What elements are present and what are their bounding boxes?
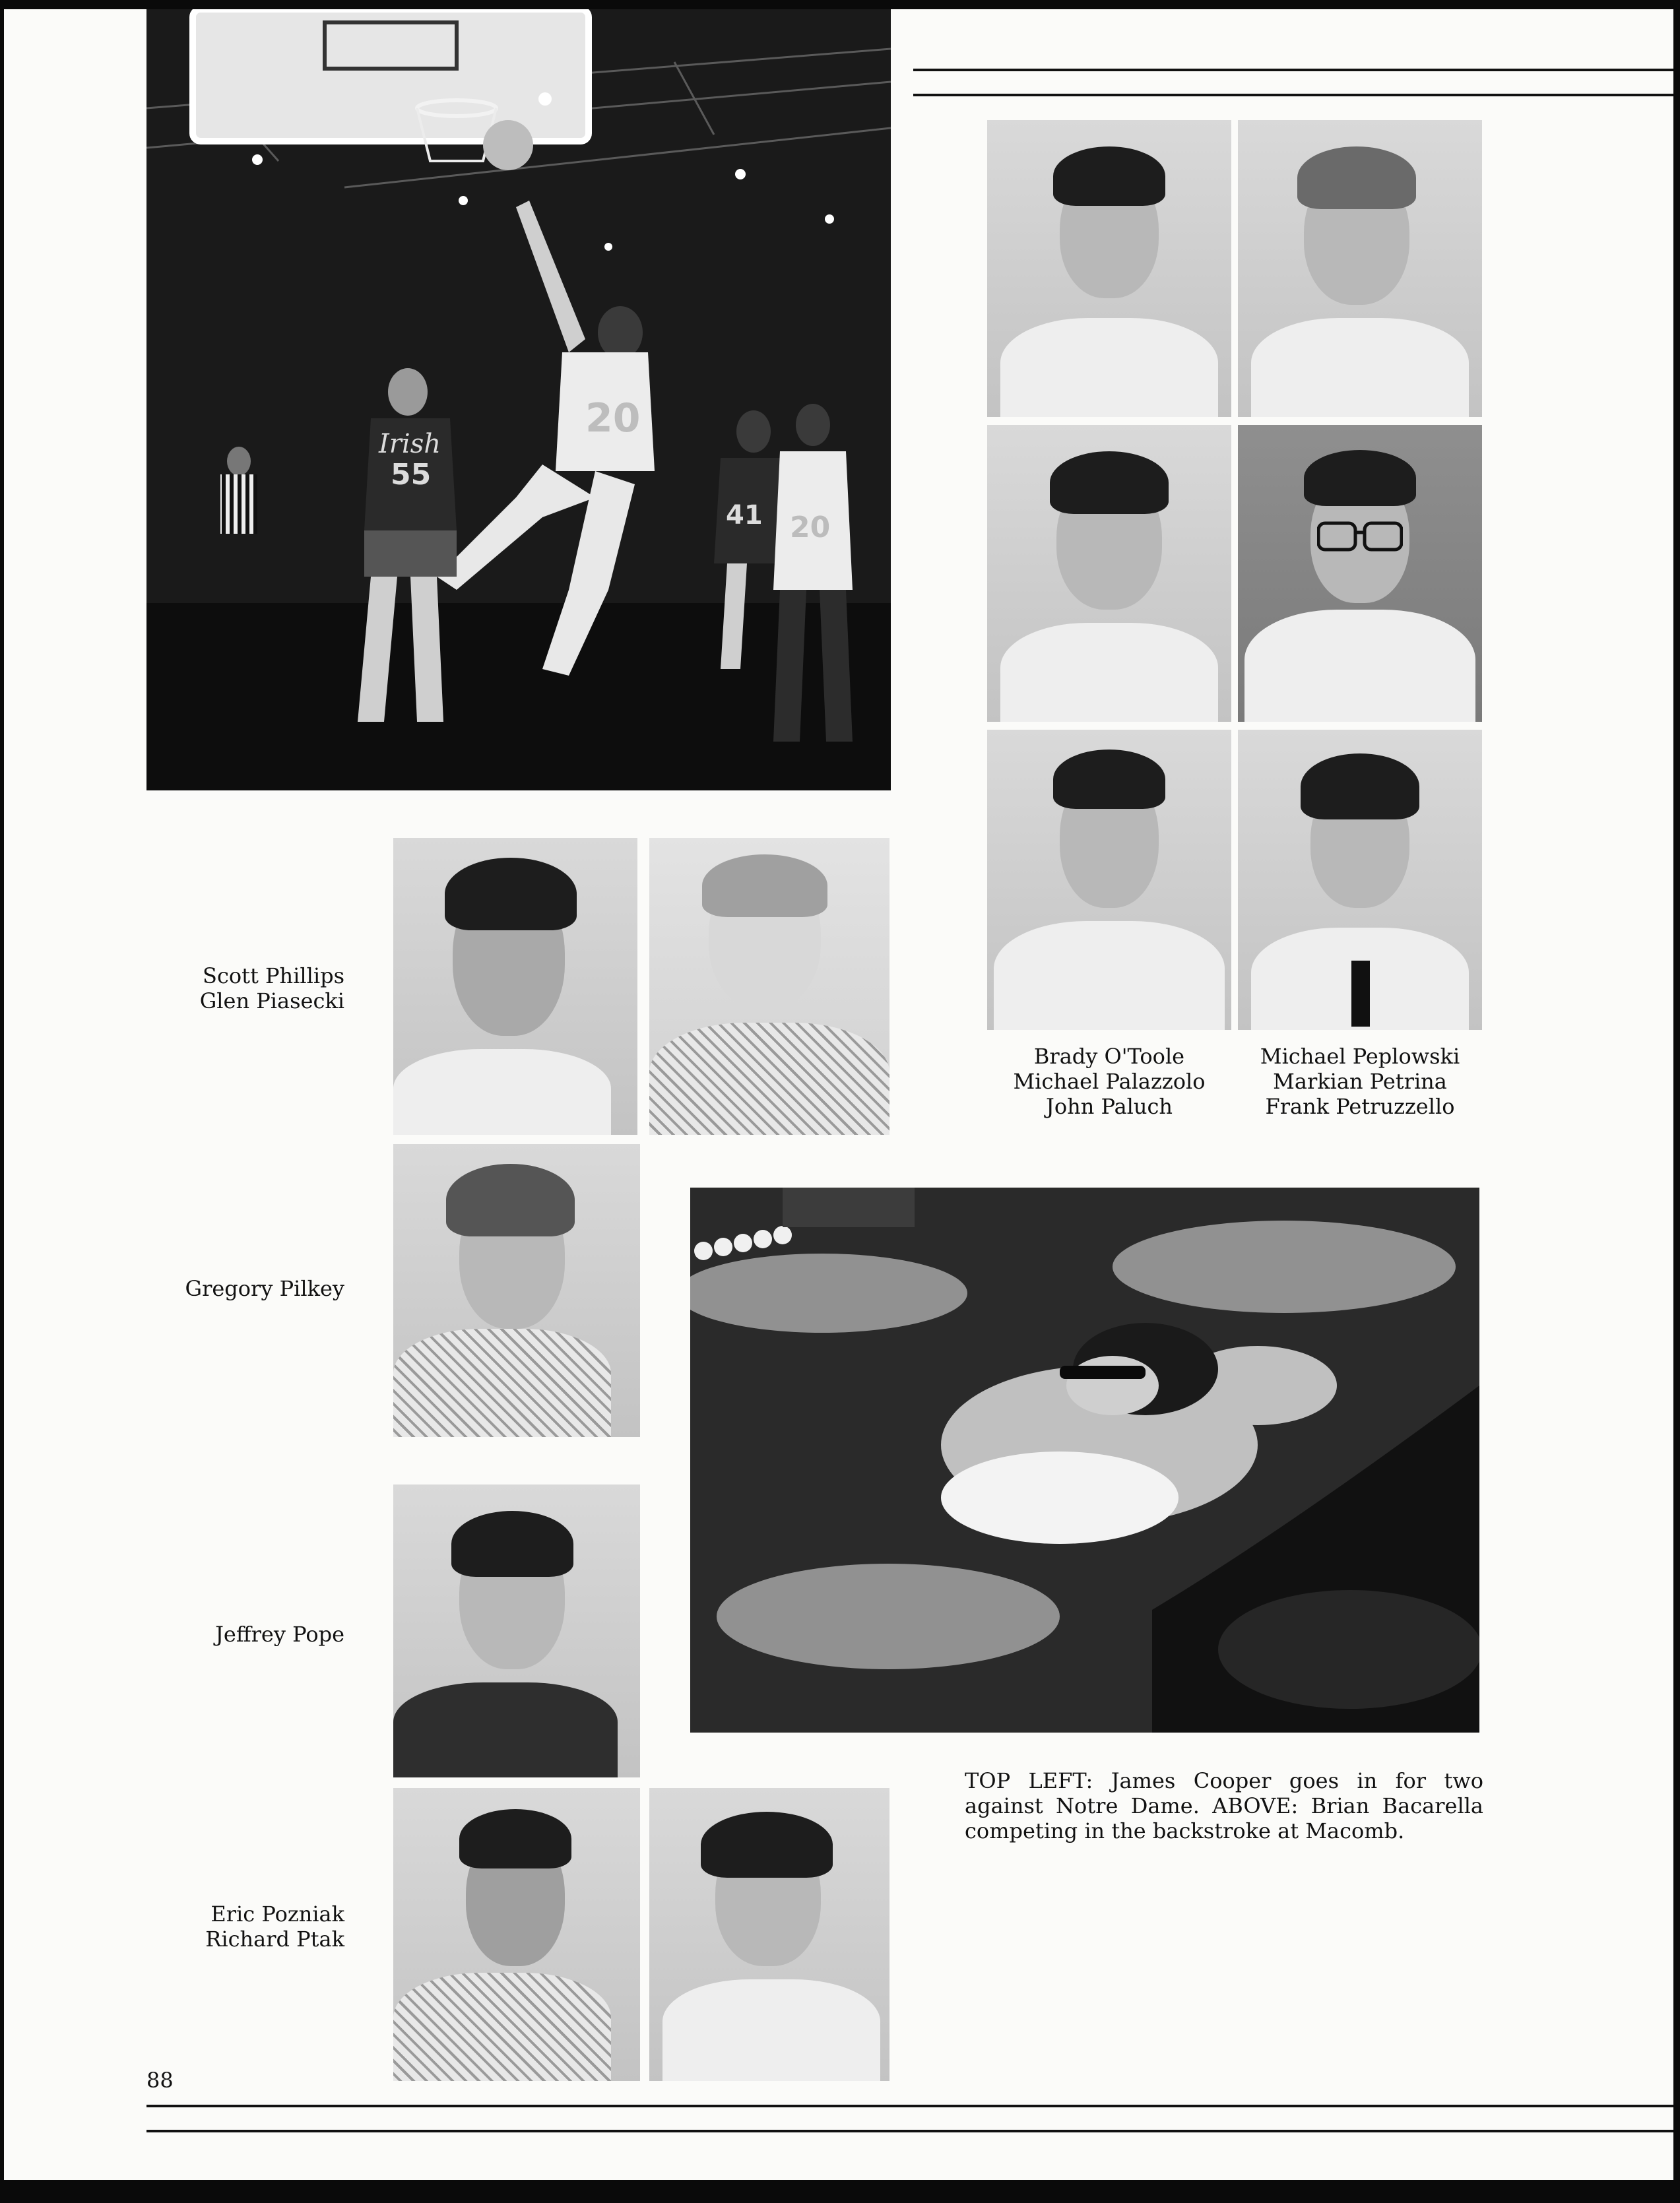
name-label: John Paluch bbox=[1045, 1094, 1173, 1119]
name-label: Glen Piasecki bbox=[199, 988, 344, 1013]
portrait-shirt bbox=[1251, 318, 1469, 417]
basketball-photo bbox=[146, 9, 891, 790]
jersey-number-d: 20 bbox=[790, 511, 831, 544]
photo-caption: TOP LEFT: James Cooper goes in for two against Notre Dame. ABOVE: Brian Bacarella competing in the backstroke at Macomb. bbox=[965, 1768, 1483, 1843]
top-rule-1 bbox=[913, 69, 1673, 71]
portrait-gregory-pilkey bbox=[393, 1144, 640, 1437]
name-label: Jeffrey Pope bbox=[215, 1622, 344, 1647]
portrait-frank-petruzzello bbox=[1238, 730, 1482, 1030]
swimming-photo bbox=[690, 1188, 1479, 1733]
portrait-michael-palazzolo bbox=[987, 425, 1231, 722]
portrait-john-paluch bbox=[987, 730, 1231, 1030]
glasses-icon bbox=[1317, 521, 1403, 554]
portrait-richard-ptak bbox=[649, 1788, 889, 2081]
names-right-col-b bbox=[1225, 1044, 1495, 1119]
top-rule-2 bbox=[913, 94, 1673, 96]
portrait-eric-pozniak bbox=[393, 1788, 640, 2081]
jersey-number-a: 55 bbox=[391, 458, 432, 492]
jersey-number-b: 41 bbox=[726, 500, 763, 530]
portrait-hair bbox=[701, 1812, 833, 1878]
name-label: Eric Pozniak bbox=[210, 1901, 344, 1927]
yearbook-page bbox=[4, 9, 1673, 2180]
portrait-shirt bbox=[1000, 318, 1218, 417]
portrait-shirt bbox=[649, 1023, 889, 1135]
portrait-shirt bbox=[1000, 623, 1218, 722]
portrait-hair bbox=[1301, 753, 1419, 819]
jersey-number-c: 20 bbox=[585, 395, 641, 441]
portrait-hair bbox=[1053, 750, 1165, 809]
portrait-hair bbox=[1297, 146, 1416, 209]
portrait-hair bbox=[451, 1511, 573, 1577]
portrait-michael-peplowski bbox=[1238, 120, 1482, 417]
portrait-hair bbox=[1304, 450, 1416, 506]
bottom-rule-2 bbox=[146, 2130, 1673, 2132]
names-right-col-a bbox=[974, 1044, 1244, 1119]
portrait-jeffrey-pope bbox=[393, 1485, 640, 1777]
portrait-hair bbox=[445, 858, 577, 930]
necktie bbox=[1351, 961, 1370, 1027]
name-label: Gregory Pilkey bbox=[185, 1276, 344, 1301]
portrait-scott-phillips bbox=[393, 838, 637, 1135]
portrait-markian-petrina bbox=[1238, 425, 1482, 722]
names-left-single-1 bbox=[136, 1276, 344, 1301]
name-label: Michael Peplowski bbox=[1260, 1044, 1460, 1069]
names-left-pair-1 bbox=[136, 963, 344, 1013]
name-label: Markian Petrina bbox=[1273, 1069, 1447, 1094]
page-number: 88 bbox=[146, 2068, 174, 2093]
portrait-shirt bbox=[994, 921, 1225, 1030]
name-label: Richard Ptak bbox=[205, 1927, 344, 1952]
portrait-shirt bbox=[1244, 610, 1475, 722]
basketball-scene bbox=[146, 9, 891, 790]
swimming-scene bbox=[690, 1188, 1479, 1733]
portrait-shirt bbox=[393, 1973, 611, 2081]
portrait-hair bbox=[446, 1164, 575, 1236]
portrait-hair bbox=[702, 854, 827, 917]
portrait-shirt bbox=[662, 1979, 880, 2081]
name-label: Scott Phillips bbox=[203, 963, 344, 988]
portrait-glen-piasecki bbox=[649, 838, 889, 1135]
bottom-rule-1 bbox=[146, 2105, 1673, 2107]
portrait-shirt bbox=[393, 1682, 618, 1777]
portrait-hair bbox=[1053, 146, 1165, 206]
name-label: Frank Petruzzello bbox=[1265, 1094, 1455, 1119]
portrait-hair bbox=[459, 1809, 571, 1868]
portrait-shirt bbox=[393, 1329, 611, 1437]
jersey-lettering-a: Irish bbox=[379, 429, 441, 459]
portrait-shirt bbox=[393, 1049, 611, 1135]
names-left-single-2 bbox=[136, 1622, 344, 1647]
portrait-brady-otoole bbox=[987, 120, 1231, 417]
name-label: Brady O'Toole bbox=[1033, 1044, 1185, 1069]
names-left-pair-2 bbox=[136, 1901, 344, 1952]
name-label: Michael Palazzolo bbox=[1013, 1069, 1206, 1094]
portrait-hair bbox=[1050, 451, 1169, 514]
